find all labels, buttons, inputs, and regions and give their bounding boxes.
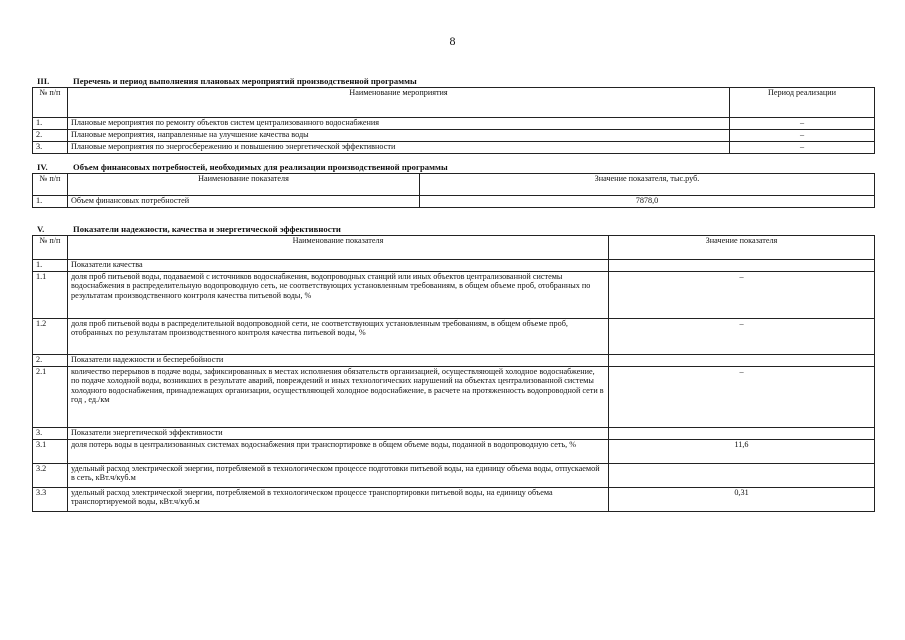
table-row <box>33 118 875 130</box>
row-name: Показатели энергетической эффективности <box>68 428 609 440</box>
row-name: удельный расход электрической энергии, потребляемой в технологическом процессе транспортировки питьевой воды, на единицу объема транспортируемой воды, кВт.ч/куб.м <box>68 488 609 512</box>
row-num: 3. <box>33 428 68 440</box>
row-name: Объем финансовых потребностей <box>68 196 420 208</box>
section-3-heading: Перечень и период выполнения плановых мероприятий производственной программы <box>73 76 417 86</box>
row-value <box>609 428 875 440</box>
section-5-title <box>37 224 341 234</box>
row-name: количество перерывов в подаче воды, зафиксированных в местах исполнения обязательств организацией, осуществляющей холодное водоснабжение, по подаче холодной воды, возникших в результате аварий, повреждений и иных технологических нарушений на объектах централизованной системы холодного водоснабжения, принадлежащих организации, осуществляющей холодное водоснабжение, в расчете на протяженность водопроводной сети в год , ед./км <box>68 367 609 428</box>
table-row <box>33 440 875 464</box>
section-3-number: III. <box>37 76 50 86</box>
header-name: Наименование показателя <box>68 174 420 196</box>
row-name: доля проб питьевой воды, подаваемой с источников водоснабжения, водопроводных станций или иных объектов централизованной системы водоснабжения в распределительную водопроводную сеть, не соответствующих установленным требованиям, в общем объеме проб, отобранных по результатам производственного контроля качества питьевой воды, % <box>68 272 609 319</box>
section-5-table <box>32 235 875 512</box>
table-row <box>33 260 875 272</box>
table-row <box>33 272 875 319</box>
table-row <box>33 130 875 142</box>
table-row <box>33 142 875 154</box>
row-value: – <box>609 319 875 355</box>
section-5-heading: Показатели надежности, качества и энергетической эффективности <box>73 224 341 234</box>
row-name: Плановые мероприятия по ремонту объектов систем централизованного водоснабжения <box>68 118 730 130</box>
page-number: 8 <box>449 34 456 48</box>
row-num: 3.1 <box>33 440 68 464</box>
row-num: 3.2 <box>33 464 68 488</box>
header-num: № п/п <box>33 236 68 260</box>
header-num: № п/п <box>33 88 68 118</box>
row-value <box>609 464 875 488</box>
row-num: 2. <box>33 130 68 142</box>
row-name: Показатели качества <box>68 260 609 272</box>
row-value: 0,31 <box>609 488 875 512</box>
section-4-table <box>32 173 875 208</box>
table-header-row <box>33 174 875 196</box>
section-3-title <box>37 76 417 86</box>
row-num: 3. <box>33 142 68 154</box>
row-value: – <box>609 272 875 319</box>
row-num: 2.1 <box>33 367 68 428</box>
row-num: 1. <box>33 260 68 272</box>
table-row <box>33 355 875 367</box>
table-header-row <box>33 236 875 260</box>
row-num: 1. <box>33 118 68 130</box>
section-4-heading: Объем финансовых потребностей, необходимых для реализации производственной программы <box>73 162 448 172</box>
row-value <box>609 355 875 367</box>
table-header-row <box>33 88 875 118</box>
header-value: Значение показателя <box>609 236 875 260</box>
row-name: Показатели надежности и бесперебойности <box>68 355 609 367</box>
header-period: Период реализации <box>730 88 875 118</box>
row-name: доля проб питьевой воды в распределительной водопроводной сети, не соответствующих установленным требованиям, в общем объеме проб, отобранных по результатам производственного контроля качества питьевой воды, % <box>68 319 609 355</box>
header-name: Наименование показателя <box>68 236 609 260</box>
header-num: № п/п <box>33 174 68 196</box>
section-4-number: IV. <box>37 162 48 172</box>
table-row <box>33 196 875 208</box>
header-value: Значение показателя, тыс.руб. <box>420 174 875 196</box>
table-row <box>33 464 875 488</box>
row-num: 2. <box>33 355 68 367</box>
table-row <box>33 488 875 512</box>
row-name: доля потерь воды в централизованных системах водоснабжения при транспортировке в общем объеме воды, поданной в водопроводную сеть, % <box>68 440 609 464</box>
row-num: 1.1 <box>33 272 68 319</box>
row-name: удельный расход электрической энергии, потребляемой в технологическом процессе подготовки питьевой воды, на единицу объема воды, отпускаемой в сеть, кВт.ч/куб.м <box>68 464 609 488</box>
row-num: 1. <box>33 196 68 208</box>
row-period: – <box>730 118 875 130</box>
table-row <box>33 367 875 428</box>
table-row <box>33 428 875 440</box>
row-value: 11,6 <box>609 440 875 464</box>
row-name: Плановые мероприятия по энергосбережению и повышению энергетической эффективности <box>68 142 730 154</box>
row-num: 3.3 <box>33 488 68 512</box>
header-name: Наименование мероприятия <box>68 88 730 118</box>
row-period: – <box>730 130 875 142</box>
section-5-number: V. <box>37 224 45 234</box>
section-3-table <box>32 87 875 154</box>
row-value: – <box>609 367 875 428</box>
row-period: – <box>730 142 875 154</box>
row-num: 1.2 <box>33 319 68 355</box>
table-row <box>33 319 875 355</box>
row-value: 7878,0 <box>420 196 875 208</box>
row-name: Плановые мероприятия, направленные на улучшение качества воды <box>68 130 730 142</box>
row-value <box>609 260 875 272</box>
section-4-title <box>37 162 448 172</box>
